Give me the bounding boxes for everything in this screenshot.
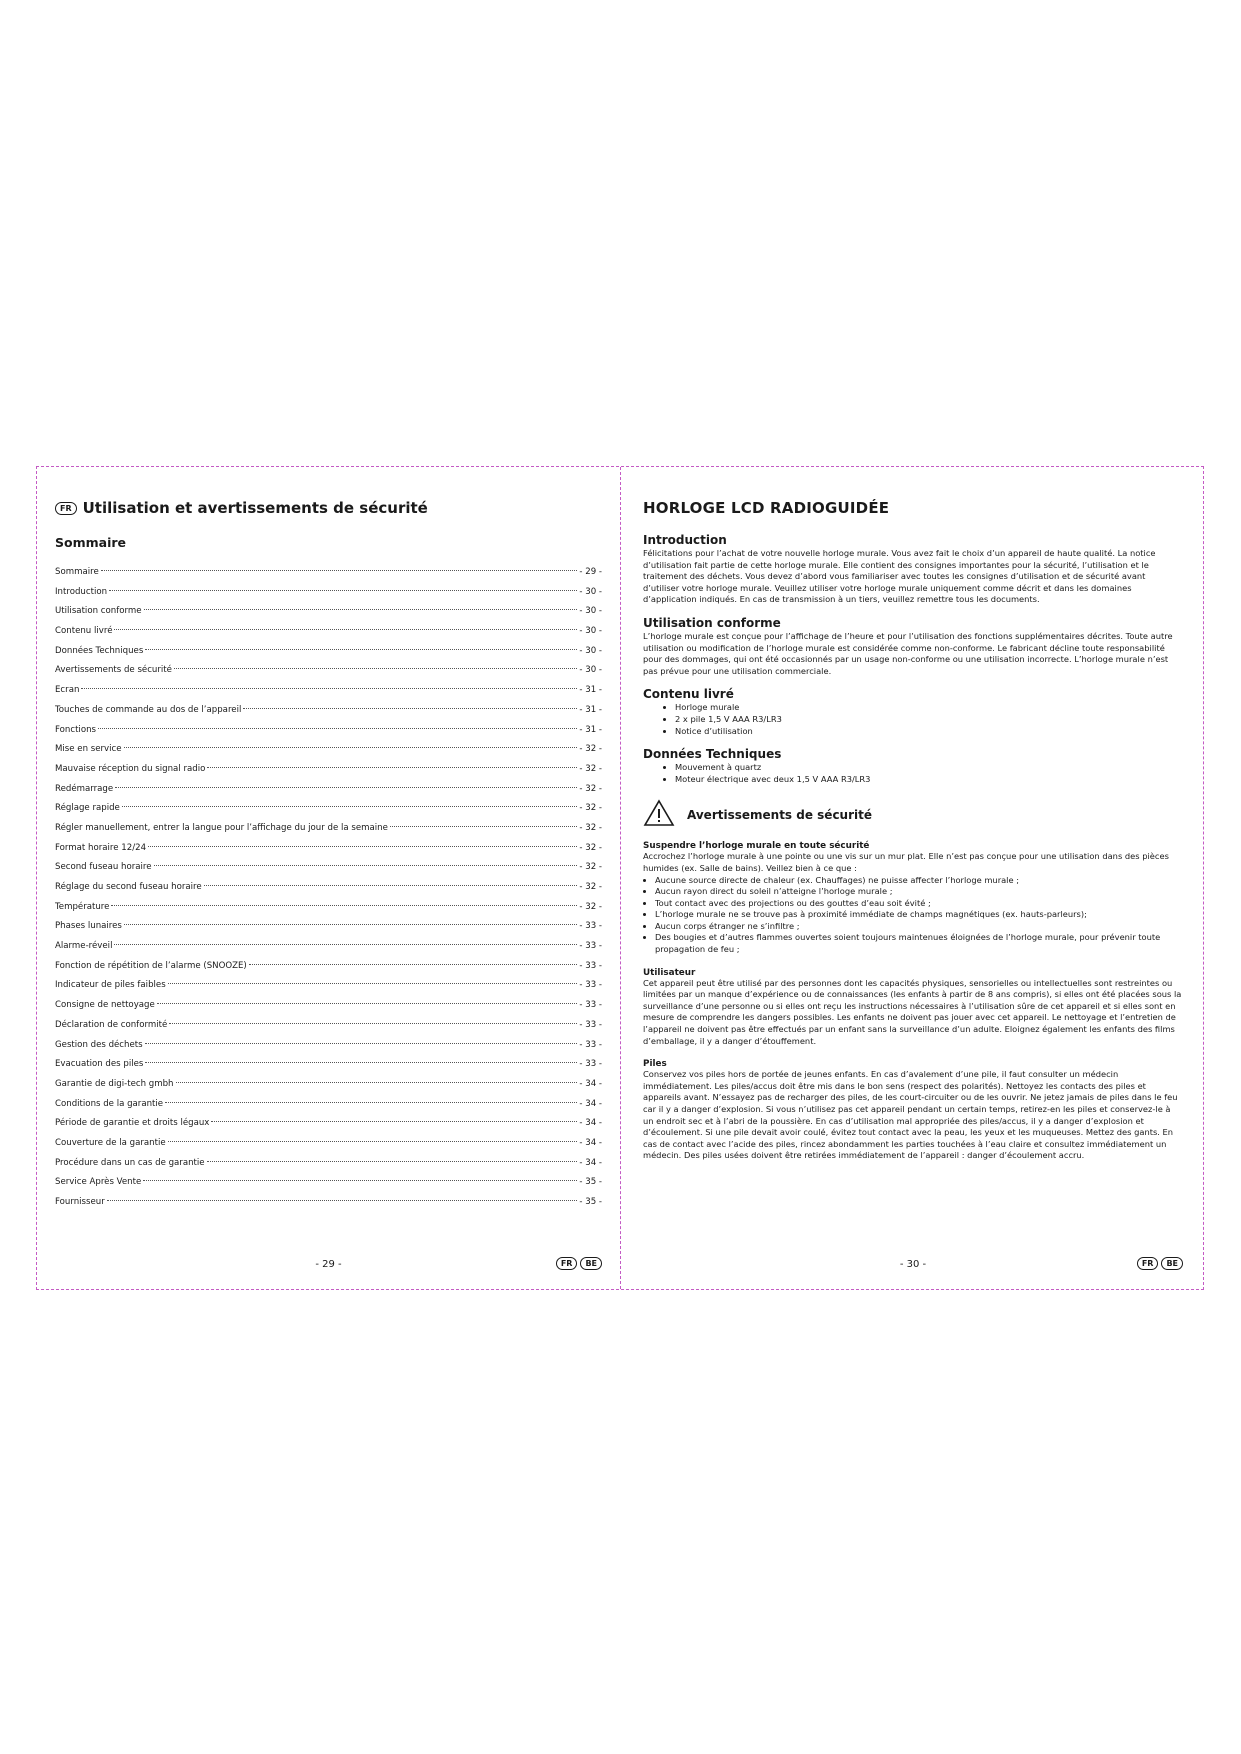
utilisateur-text: Cet appareil peut être utilisé par des personnes dont les capacités physiques, sensorielles ou intellectuelles sont restreintes ou limitées par un manque d’expérience ou de connaissances (les enfants à partir de 8 ans compris), si elles ont été placées sous la surveillance d’une personne ou si elles ont reçu les instructions nécessaires à l’utilisation sûre de cet appareil et si elles sont en mesure de comprendre les dangers possibles. Les enfants ne doivent pas jouer avec cet appareil. Le nettoyage et l’entretien de l’appareil ne doivent pas être effectués par un enfant sans la surveillance d’un adulte. Eloignez également les enfants des films d’emballage, il y a danger d’étouffement. — [643, 977, 1182, 1046]
toc-leader-dots — [124, 747, 578, 748]
suspendre-list — [643, 875, 1183, 956]
toc-entry — [55, 1134, 602, 1154]
toc-entry-label: Réglage du second fuseau horaire — [55, 882, 202, 892]
toc-entry-page: - 32 - — [579, 783, 602, 794]
language-badge: FR — [55, 502, 77, 515]
toc-entry — [55, 1095, 602, 1115]
toc-entry-label: Température — [55, 901, 110, 912]
toc-entry-label: Fournisseur — [55, 1197, 105, 1207]
toc-entry-page: - 32 - — [579, 862, 602, 873]
toc-entry-page: - 31 - — [579, 724, 602, 735]
toc-entry-label: Touches de commande au dos de l’appareil — [55, 704, 242, 715]
toc-entry-label: Consigne de nettoyage — [55, 1000, 155, 1011]
toc-leader-dots — [145, 1062, 577, 1063]
toc-entry-page: - 32 - — [579, 744, 602, 755]
toc-entry-label: Redémarrage — [55, 783, 114, 794]
toc-entry-page: - 32 - — [579, 842, 602, 853]
utilisateur-heading: Utilisateur — [643, 967, 696, 978]
toc-leader-dots — [176, 1082, 578, 1083]
toc-entry-label: Données Techniques — [55, 645, 144, 656]
toc-heading: Sommaire — [55, 535, 127, 550]
toc-leader-dots — [165, 1102, 577, 1103]
toc-leader-dots — [148, 846, 577, 847]
toc-leader-dots — [157, 1003, 578, 1004]
toc-entry-page: - 35 - — [579, 1197, 602, 1207]
toc-entry — [55, 1193, 602, 1213]
toc-leader-dots — [144, 609, 578, 610]
footer-badges — [1137, 1257, 1183, 1270]
piles-text: Conservez vos piles hors de portée de jeunes enfants. En cas d’avalement d’une pile, il faut consulter un médecin immédiatement. Les piles/accus doit être mis dans le bon sens (respect des polarités). Nettoyez les contacts des piles et appareils avant. N’essayez pas de recharger des piles, de les court-circuiter ou de les ouvrir. Ne jetez jamais de piles dans le feu car il y a danger d’explosion. Si vous n’utilisez pas cet appareil pendant un certain temps, retirez-en les piles et conservez-le à un endroit sec et à l’abri de la poussière. En cas d’utilisation mal appropriée des piles/accus, il y a danger d’explosion et d’écoulement. Si une pile devait avoir coulé, évitez tout contact avec la peau, les yeux et les muqueuses. Mettez des gants. En cas de contact avec l’acide des piles, rincez abondamment les parties touchées à l’eau claire et consultez immédiatement un médecin. Des piles usées doivent être retirées immédiatement de l’appareil : danger d’écoulement accru. — [643, 1069, 1178, 1161]
list-item: • L’horloge murale ne se trouve pas à proximité immédiate de champs magnétiques (ex. hauts-parleurs); — [655, 909, 1183, 921]
toc-leader-dots — [207, 767, 577, 768]
toc-entry-page: - 34 - — [579, 1098, 602, 1109]
toc-leader-dots — [169, 1023, 577, 1024]
toc-entry-label: Régler manuellement, entrer la langue pour l’affichage du jour de la semaine — [55, 822, 388, 833]
toc-entry — [55, 760, 602, 780]
list-item: • Des bougies et d’autres flammes ouvertes soient toujours maintenues éloignées de l’horloge murale, pour prévenir toute propagation de feu ; — [655, 932, 1183, 955]
list-item: • Notice d’utilisation — [675, 726, 1183, 738]
toc-entry-label: Format horaire 12/24 — [55, 842, 147, 853]
toc-entry — [55, 976, 602, 996]
toc-entry-label: Alarme-réveil — [55, 941, 113, 952]
toc-leader-dots — [111, 905, 577, 906]
toc-entry — [55, 1114, 602, 1134]
toc-entry — [55, 701, 602, 721]
toc-entry-label: Réglage rapide — [55, 803, 120, 814]
warning-row — [643, 799, 1183, 831]
toc-entry-label: Ecran — [55, 685, 80, 696]
toc-entry-label: Conditions de la garantie — [55, 1098, 164, 1109]
toc-entry-label: Contenu livré — [55, 626, 113, 637]
toc-entry — [55, 681, 602, 701]
toc-entry-page: - 31 - — [579, 704, 602, 715]
toc-entry — [55, 780, 602, 800]
toc-leader-dots — [101, 570, 578, 571]
toc-entry — [55, 1016, 602, 1036]
page-number: - 29 - — [315, 1259, 342, 1270]
toc-leader-dots — [109, 590, 577, 591]
toc-entry-label: Second fuseau horaire — [55, 862, 152, 873]
toc-leader-dots — [211, 1121, 577, 1122]
footer-badge-be: BE — [1161, 1257, 1183, 1270]
footer-badge-fr: FR — [556, 1257, 578, 1270]
toc-entry-page: - 30 - — [579, 645, 602, 656]
piles-heading: Piles — [643, 1059, 667, 1070]
toc-entry-page: - 33 - — [579, 1019, 602, 1030]
left-page-footer — [37, 1257, 620, 1273]
toc-entry-page: - 32 - — [579, 822, 602, 833]
utilisation-text: L’horloge murale est conçue pour l’affichage de l’heure et pour l’utilisation des fonctions supplémentaires décrites. Toute autre utilisation ou modification de l’horloge murale est considérée comme non-conforme. Le fabricant décline toute responsabilité pour des dommages, qui ont été occasionnés par un usage non-conforme ou une utilisation incorrecte. L’horloge murale n’est pas prévue pour une utilisation commerciale. — [643, 630, 1173, 676]
toc-entry-label: Couverture de la garantie — [55, 1137, 166, 1148]
introduction-text: Félicitations pour l’achat de votre nouvelle horloge murale. Vous avez fait le choix d’un appareil de haute qualité. La notice d’utilisation fait partie de cette horloge murale. Elle contient des consignes importantes pour la sécurité, l’utilisation et le traitement des déchets. Vous devez d’abord vous familiariser avec toutes les consignes d’utilisation et de sécurité avant d’utiliser votre horloge murale. Veuillez utiliser votre horloge murale uniquement comme décrit et dans les domaines d’application indiqués. En cas de transmission à un tiers, veuillez remettre tous les documents. — [643, 548, 1156, 605]
toc-entry — [55, 898, 602, 918]
toc-entry — [55, 917, 602, 937]
toc-entry — [55, 622, 602, 642]
table-of-contents — [55, 563, 602, 1213]
toc-entry-label: Indicateur de piles faibles — [55, 980, 166, 991]
toc-entry-page: - 33 - — [579, 980, 602, 991]
toc-entry — [55, 1075, 602, 1095]
toc-entry — [55, 583, 602, 603]
page-number: - 30 - — [899, 1259, 927, 1270]
toc-leader-dots — [114, 629, 577, 630]
toc-leader-dots — [174, 668, 577, 669]
toc-entry-page: - 33 - — [579, 1039, 602, 1050]
toc-entry — [55, 740, 602, 760]
toc-entry — [55, 661, 602, 681]
toc-entry-label: Fonction de répétition de l’alarme (SNOOZE) — [55, 960, 247, 971]
toc-entry-label: Service Après Vente — [55, 1177, 142, 1188]
toc-leader-dots — [98, 728, 577, 729]
footer-badge-be: BE — [580, 1257, 602, 1270]
warning-heading: Avertissements de sécurité — [687, 808, 873, 823]
toc-entry-page: - 33 - — [579, 960, 602, 971]
toc-entry-page: - 34 - — [579, 1137, 602, 1148]
toc-entry-page: - 33 - — [579, 1059, 602, 1070]
toc-leader-dots — [143, 1180, 577, 1181]
list-item: • Aucun rayon direct du soleil n’atteigne l’horloge murale ; — [655, 886, 1183, 898]
toc-entry — [55, 602, 602, 622]
toc-entry-page: - 30 - — [579, 586, 602, 597]
toc-entry-label: Déclaration de conformité — [55, 1019, 168, 1030]
toc-entry — [55, 1055, 602, 1075]
toc-entry — [55, 642, 602, 662]
toc-entry — [55, 839, 602, 859]
page-title: Utilisation et avertissements de sécurité — [82, 499, 428, 517]
introduction-heading: Introduction — [643, 533, 727, 547]
toc-leader-dots — [122, 806, 578, 807]
toc-entry-label: Mise en service — [55, 744, 122, 755]
toc-entry-page: - 34 - — [579, 1157, 602, 1168]
toc-leader-dots — [107, 1200, 578, 1201]
toc-entry — [55, 957, 602, 977]
toc-entry-page: - 33 - — [579, 1000, 602, 1011]
left-page — [37, 467, 620, 1289]
toc-leader-dots — [81, 688, 577, 689]
list-item: • Tout contact avec des projections ou des gouttes d’eau soit évité ; — [655, 898, 1183, 910]
utilisation-heading: Utilisation conforme — [643, 615, 781, 630]
toc-entry — [55, 878, 602, 898]
toc-entry-label: Evacuation des piles — [55, 1059, 144, 1070]
toc-entry-page: - 33 - — [579, 941, 602, 952]
donnees-list — [643, 762, 1183, 785]
toc-entry — [55, 819, 602, 839]
donnees-heading: Données Techniques — [643, 747, 782, 762]
document-title: HORLOGE LCD RADIOGUIDÉE — [643, 499, 890, 517]
footer-badge-fr: FR — [1137, 1257, 1159, 1270]
toc-entry-label: Utilisation conforme — [55, 606, 142, 617]
footer-badges — [556, 1257, 602, 1270]
toc-leader-dots — [115, 787, 577, 788]
toc-entry-page: - 34 - — [579, 1118, 602, 1129]
list-item: • Horloge murale — [675, 702, 1183, 714]
toc-leader-dots — [168, 983, 578, 984]
right-page — [621, 467, 1205, 1289]
toc-leader-dots — [145, 649, 577, 650]
toc-entry-label: Fonctions — [55, 724, 97, 735]
toc-entry-page: - 30 - — [579, 606, 602, 617]
contenu-heading: Contenu livré — [643, 687, 734, 702]
toc-entry-page: - 32 - — [579, 763, 602, 774]
list-item: • Mouvement à quartz — [675, 762, 1183, 774]
right-page-footer — [621, 1257, 1205, 1273]
list-item: • Moteur électrique avec deux 1,5 V AAA R3/LR3 — [675, 774, 1183, 786]
toc-leader-dots — [390, 826, 577, 827]
contenu-list — [643, 702, 1183, 737]
toc-entry-page: - 33 - — [579, 921, 602, 932]
toc-entry-page: - 35 - — [579, 1177, 602, 1188]
toc-leader-dots — [249, 964, 578, 965]
toc-entry-page: - 34 - — [579, 1078, 602, 1089]
toc-entry-label: Période de garantie et droits légaux — [55, 1118, 210, 1129]
suspendre-text: Accrochez l’horloge murale à une pointe ou une vis sur un mur plat. Elle n’est pas conçue pour une utilisation dans des pièces humides (ex. Salle de bains). Veillez bien à ce que : — [643, 851, 1169, 873]
list-item: • Aucune source directe de chaleur (ex. Chauffages) ne puisse affecter l’horloge murale ; — [655, 875, 1183, 887]
toc-leader-dots — [114, 944, 577, 945]
toc-entry-label: Procédure dans un cas de garantie — [55, 1157, 205, 1168]
list-item: • Aucun corps étranger ne s’infiltre ; — [655, 921, 1183, 933]
toc-entry-page: - 29 - — [579, 567, 602, 577]
toc-entry-label: Phases lunaires — [55, 921, 122, 932]
toc-entry-label: Gestion des déchets — [55, 1039, 143, 1050]
toc-entry-label: Sommaire — [55, 567, 99, 577]
toc-leader-dots — [124, 924, 577, 925]
toc-leader-dots — [145, 1043, 578, 1044]
toc-leader-dots — [204, 885, 578, 886]
toc-entry — [55, 1036, 602, 1056]
toc-entry-page: - 30 - — [579, 665, 602, 676]
toc-entry-page: - 32 - — [579, 901, 602, 912]
toc-leader-dots — [207, 1161, 578, 1162]
toc-entry-label: Avertissements de sécurité — [55, 665, 172, 676]
list-item: • 2 x pile 1,5 V AAA R3/LR3 — [675, 714, 1183, 726]
toc-leader-dots — [168, 1141, 578, 1142]
toc-entry — [55, 563, 602, 583]
toc-entry — [55, 996, 602, 1016]
toc-entry-label: Garantie de digi-tech gmbh — [55, 1078, 174, 1089]
toc-entry-page: - 31 - — [579, 685, 602, 696]
toc-leader-dots — [154, 865, 578, 866]
toc-entry — [55, 937, 602, 957]
toc-leader-dots — [243, 708, 577, 709]
toc-entry-page: - 30 - — [579, 626, 602, 637]
warning-icon — [643, 799, 675, 831]
toc-entry-page: - 32 - — [579, 803, 602, 814]
suspendre-heading: Suspendre l’horloge murale en toute sécurité — [643, 841, 870, 852]
toc-entry — [55, 1173, 602, 1193]
toc-entry — [55, 858, 602, 878]
toc-entry-page: - 32 - — [579, 882, 602, 892]
toc-entry-label: Mauvaise réception du signal radio — [55, 763, 206, 774]
toc-entry — [55, 799, 602, 819]
manual-spread — [36, 466, 1204, 1290]
left-title-row — [55, 499, 602, 517]
toc-entry — [55, 721, 602, 741]
toc-entry-label: Introduction — [55, 586, 108, 597]
toc-entry — [55, 1154, 602, 1174]
